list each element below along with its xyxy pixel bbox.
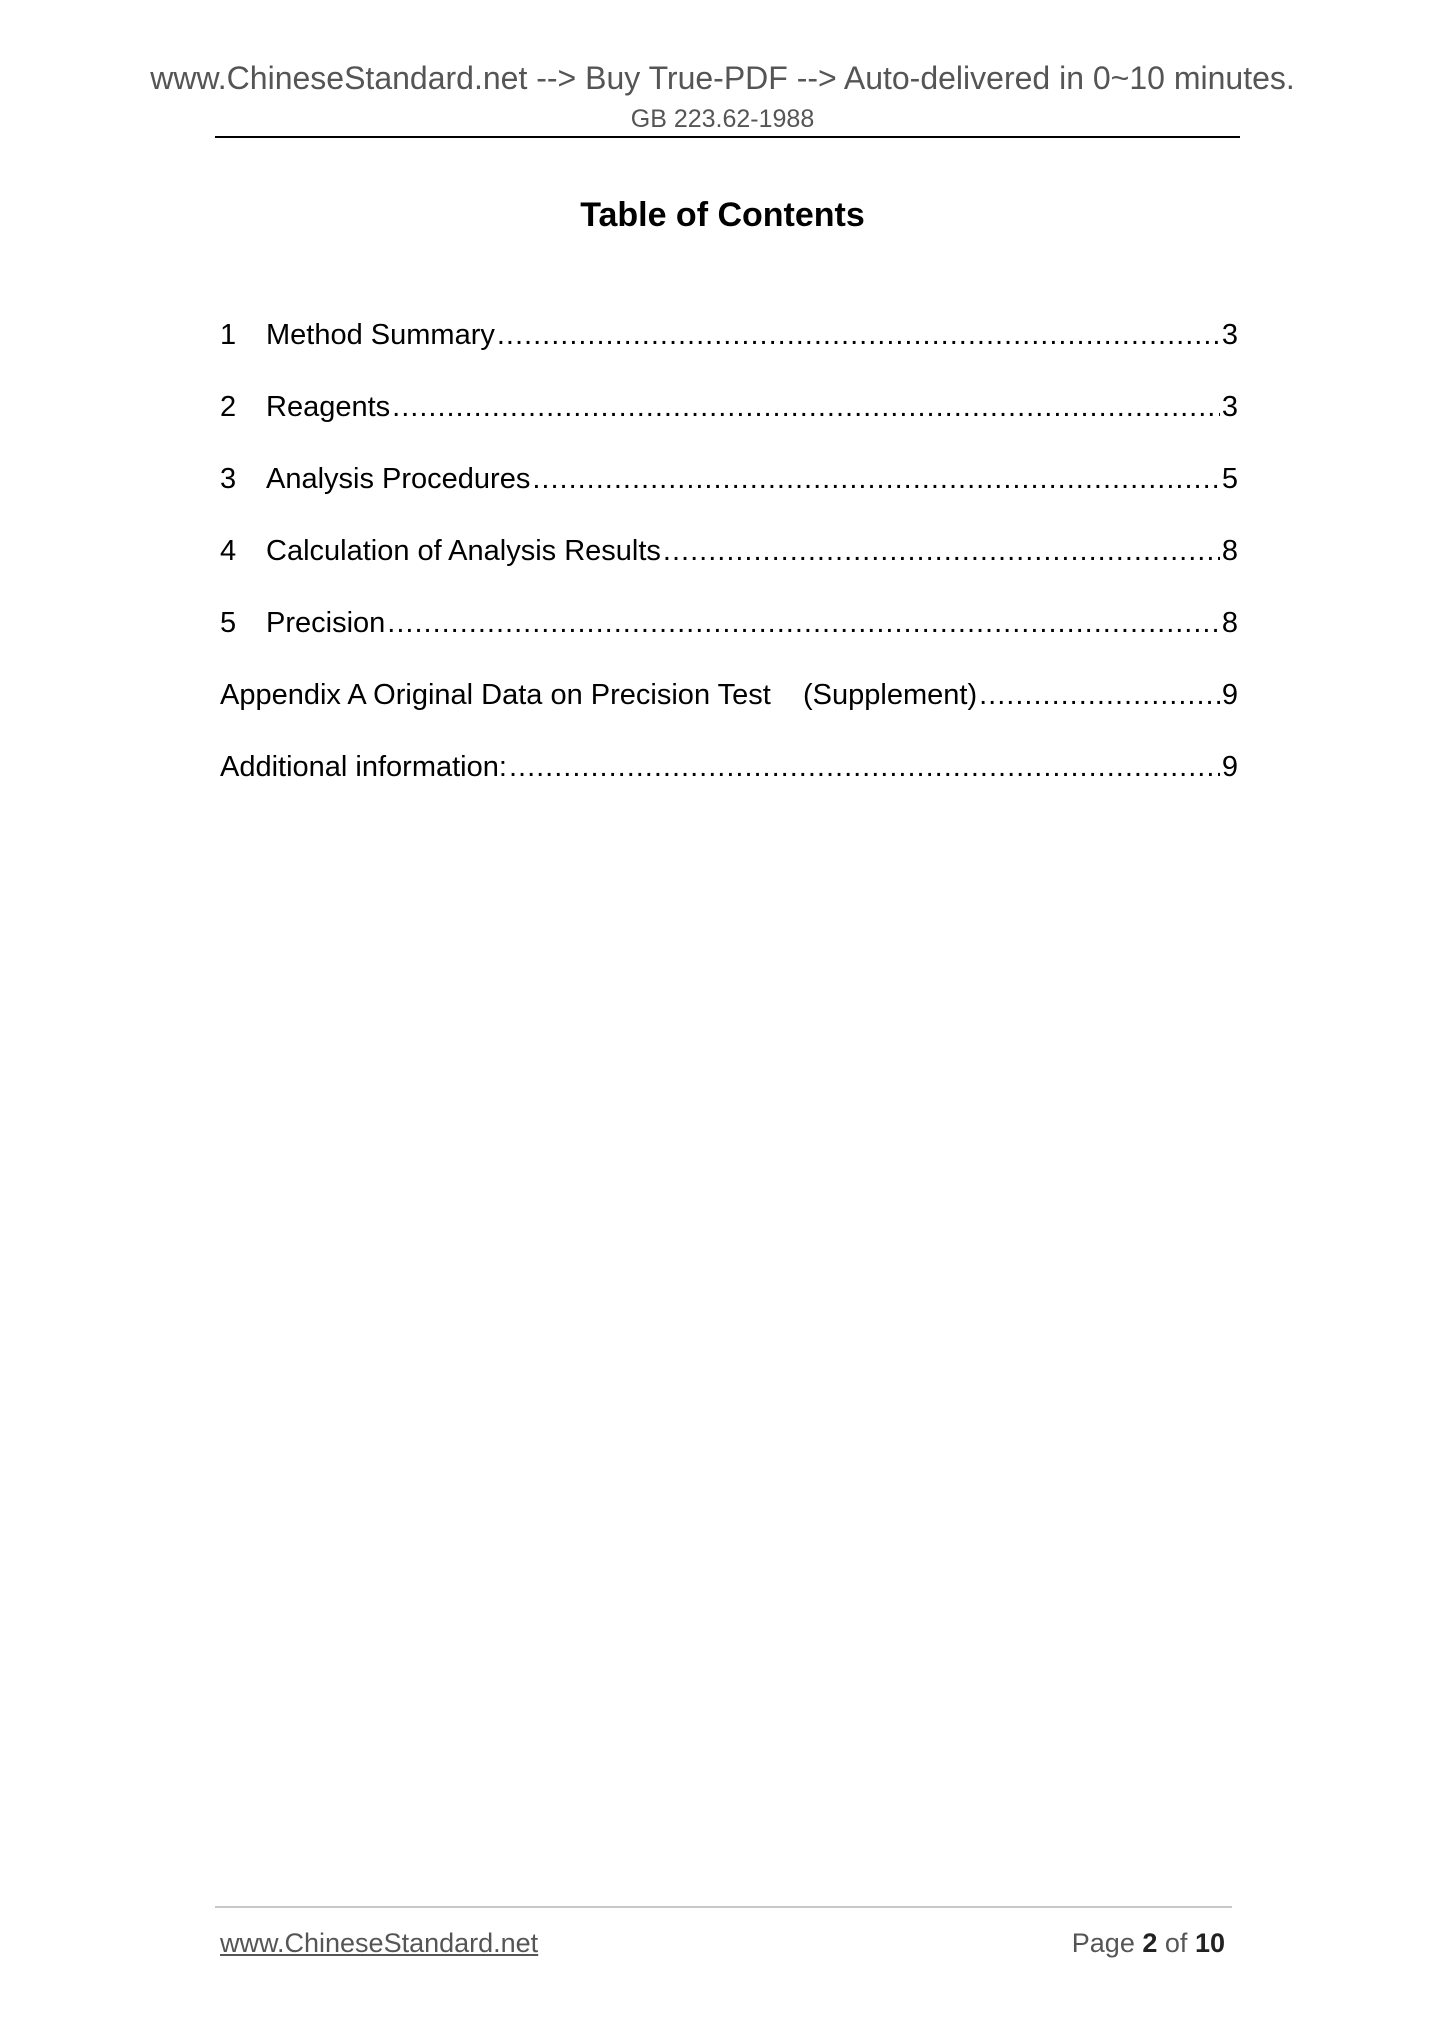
toc-entry-appendix-a[interactable]	[220, 675, 1238, 747]
toc-entry-number: 2	[220, 391, 237, 423]
toc-entry-label: Method Summary	[266, 319, 495, 351]
toc-entry-label: Analysis Procedures	[266, 463, 531, 495]
toc-entry-label: Calculation of Analysis Results	[266, 535, 661, 567]
toc-entry-label: Additional information:	[220, 751, 507, 783]
toc-entry-calculation[interactable]	[220, 531, 1238, 603]
toc-dot-leader	[387, 603, 1220, 643]
toc-entry-page: 8	[1221, 535, 1238, 567]
toc-dot-leader	[979, 675, 1220, 715]
total-pages: 10	[1194, 1928, 1225, 1958]
page-of: of	[1164, 1928, 1188, 1958]
toc-entry-number: 5	[220, 607, 237, 639]
standard-code: GB 223.62-1988	[630, 105, 815, 133]
toc-entry-number: 1	[220, 319, 237, 351]
current-page: 2	[1142, 1928, 1158, 1958]
toc-entry-number: 3	[220, 463, 237, 495]
toc-dot-leader	[497, 315, 1220, 355]
header-banner: www.ChineseStandard.net --> Buy True-PDF --> Auto-delivered in 0~10 minutes.	[150, 60, 1295, 96]
toc-entry-page: 3	[1221, 319, 1238, 351]
toc-entry-method-summary[interactable]	[220, 315, 1238, 387]
toc-entry-additional-information[interactable]	[220, 747, 1238, 819]
toc-entry-page: 8	[1221, 607, 1238, 639]
footer-page-number	[1072, 1926, 1225, 1960]
toc-dot-leader	[663, 531, 1220, 571]
footer-divider	[215, 1906, 1232, 1908]
toc-entry-page: 9	[1221, 679, 1238, 711]
page-prefix: Page	[1071, 1928, 1135, 1958]
toc-entry-precision[interactable]	[220, 603, 1238, 675]
toc-entry-label: Precision	[266, 607, 386, 639]
page-title: Table of Contents	[580, 196, 865, 234]
toc-entry-label: Reagents	[266, 391, 391, 423]
toc-entry-label: Appendix A Original Data on Precision Test (Supplement)	[220, 679, 978, 711]
toc-dot-leader	[532, 459, 1220, 499]
toc-entry-page: 3	[1221, 391, 1238, 423]
footer-website-link[interactable]: www.ChineseStandard.net	[220, 1928, 539, 1958]
table-of-contents	[220, 315, 1238, 819]
toc-dot-leader	[392, 387, 1220, 427]
toc-entry-reagents[interactable]	[220, 387, 1238, 459]
toc-entry-page: 9	[1221, 751, 1238, 783]
toc-entry-page: 5	[1221, 463, 1238, 495]
toc-dot-leader	[509, 747, 1220, 787]
toc-entry-number: 4	[220, 535, 237, 567]
header-divider	[215, 136, 1240, 138]
toc-entry-analysis-procedures[interactable]	[220, 459, 1238, 531]
